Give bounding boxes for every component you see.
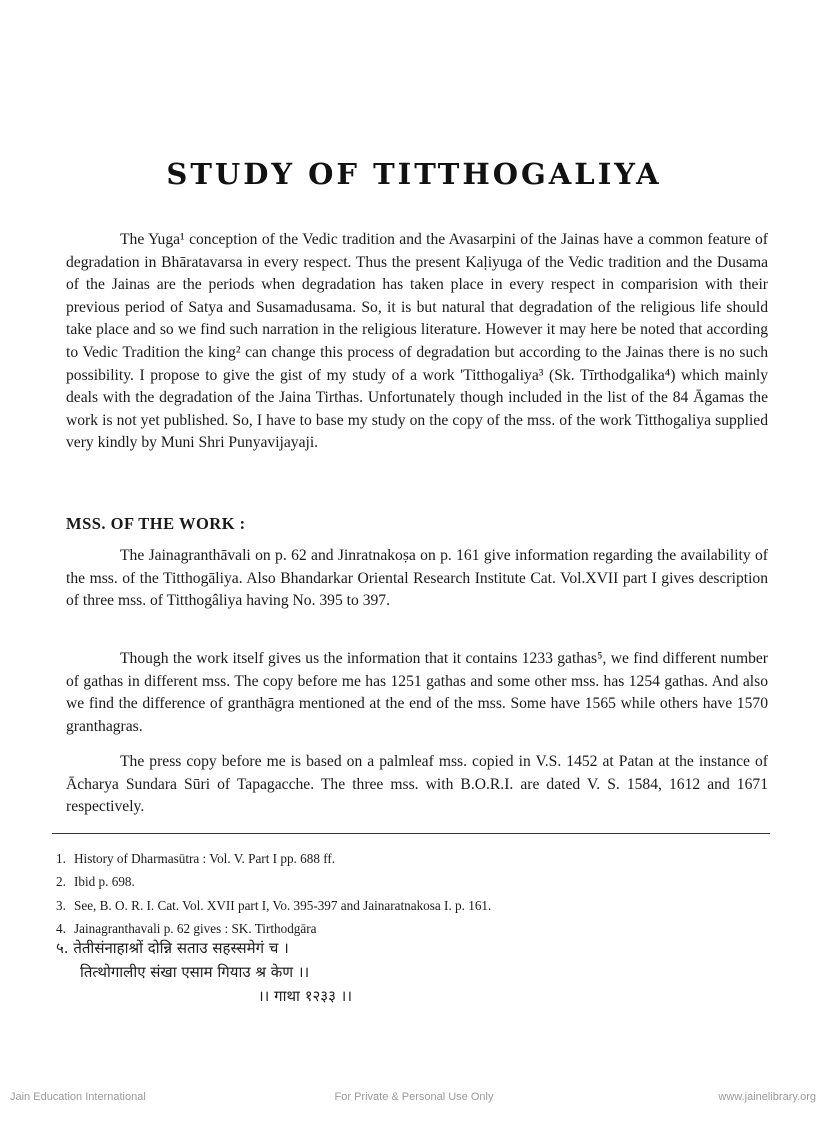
section-heading: MSS. OF THE WORK : xyxy=(66,514,246,533)
devanagari-line: ।। गाथा १२३३ ।। xyxy=(258,987,353,1005)
footnote-item xyxy=(52,847,768,870)
mss-paragraph-press-copy: The press copy before me is based on a palmleaf mss. copied in V.S. 1452 at Patan at the instance of Ācharya Sundara Sūri of Tapagacche. The three mss. with B.O.R.I. are dated V. S. 1584, 1612 and 1671 respectively. xyxy=(66,753,768,816)
mss-paragraph-availability: The Jainagranthāvali on p. 62 and Jinratnakoṣa on p. 161 give information regarding the availability of the mss. of the Titthogāliya. Also Bhandarkar Oriental Research Institute Cat. Vol.XVII part I gives description of three mss. of Titthogâliya having No. 395 to 397. xyxy=(66,547,768,610)
footnote-number: 1. xyxy=(56,851,66,866)
footnotes-list xyxy=(52,847,768,941)
footer-usage-note: For Private & Personal Use Only xyxy=(334,1091,494,1103)
footnote-item xyxy=(52,894,768,917)
mss-paragraph-gathas: Though the work itself gives us the information that it contains 1233 gathas⁵, we find different number of gathas in different mss. The copy before me has 1251 gathas and some other mss. has 1254 gathas. And also we find the difference of granthāgra mentioned at the end of the mss. Some have 1565 while others have 1570 granthagras. xyxy=(66,650,768,735)
page-footer xyxy=(0,1091,828,1107)
footer-publisher: Jain Education International xyxy=(10,1091,146,1103)
footnote-divider xyxy=(52,833,770,834)
footnote-number: 2. xyxy=(56,874,66,890)
footnote-text: Ibid p. 698. xyxy=(74,874,135,890)
footnote-number: 3. xyxy=(56,897,66,913)
footer-website-link[interactable]: www.jainelibrary.org xyxy=(718,1091,816,1103)
intro-paragraph: The Yuga¹ conception of the Vedic tradition and the Avasarpini of the Jainas have a common feature of degradation in Bhāratavarsa in every respect. Thus the present Kaḷiyuga of the Vedic tradition and the Dusama of the Jainas are the periods when degradation has taken place in every respect in comparision with their previous period of Satya and Susamadusama. So, it is but natural that degradation of the religious life should take place and so we find such narration in the religious literature. However it may here be noted that according to Vedic Tradition the king² can change this process of degradation but according to the Jainas there is no such possibility. I propose to give the gist of my study of a work 'Titthogaliya³ (Sk. Tīrthodgalika⁴) which mainly deals with the degradation of the Jaina Tirthas. Unfortunately though included in the list of the 84 Āgamas the work is not yet published. So, I have to base my study on the copy of the mss. of the work Titthogaliya supplied very kindly by Muni Shri Punyavijayaji. xyxy=(66,231,768,452)
page-title: STUDY OF TITTHOGALIYA xyxy=(166,157,662,191)
devanagari-line: तित्थोगालीए संखा एसाम गियाउ श्र केण ।। xyxy=(80,963,310,981)
footnote-text: See, B. O. R. I. Cat. Vol. XVII part I, Vo. 395-397 and Jainaratnakosa I. p. 161. xyxy=(74,897,492,913)
devanagari-line: ५. तेतीसंनाहाश्रों दोन्नि सताउ सहस्समेगं च । xyxy=(56,939,289,957)
footnote-item xyxy=(52,870,768,893)
devanagari-footnote xyxy=(52,936,768,1008)
footnote-text: History of Dharmasūtra : Vol. V. Part I pp. 688 ff. xyxy=(74,851,336,866)
footnote-text: Jainagranthavali p. 62 gives : SK. Tirthodgāra xyxy=(74,921,317,937)
footnote-number: 4. xyxy=(56,921,66,937)
